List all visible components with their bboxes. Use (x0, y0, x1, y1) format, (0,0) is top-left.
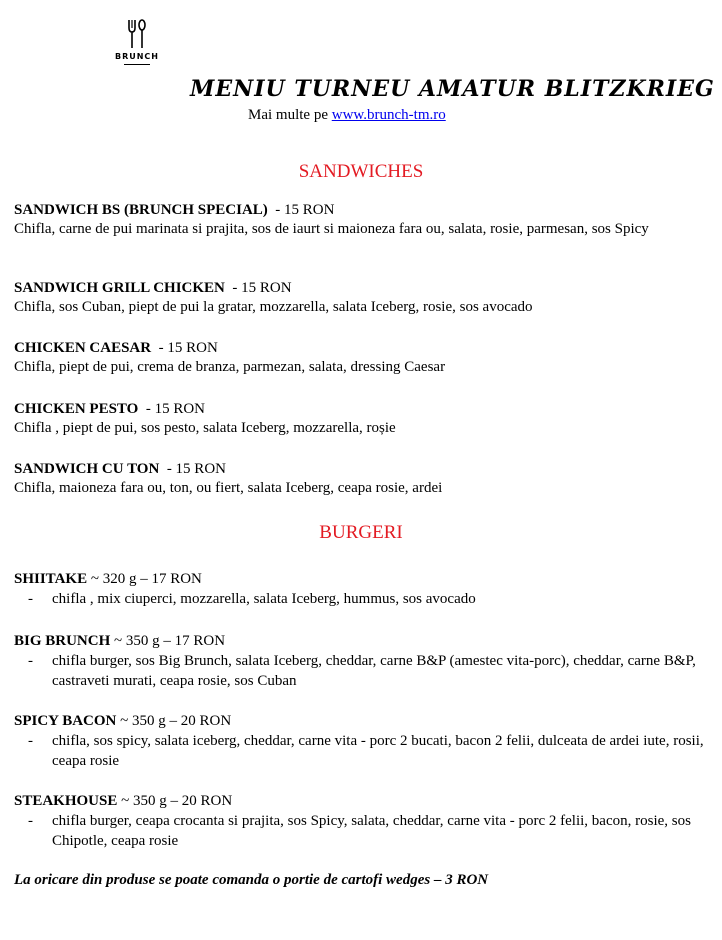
bullet-dash: - (28, 653, 33, 669)
item-description: Chifla, sos Cuban, piept de pui la gratar, mozzarella, salata Iceberg, rosie, sos avocado (14, 299, 533, 315)
website-line (248, 107, 446, 124)
menu-item (14, 460, 714, 498)
cutlery-icon (126, 18, 148, 50)
item-name: SHIITAKE (14, 571, 88, 587)
bullet-dash: - (28, 813, 33, 829)
item-description: chifla, sos spicy, salata iceberg, cheddar, carne vita - porc 2 bucati, bacon 2 felii, dulceata de ardei iute, rosii, ceapa rosie (52, 733, 704, 769)
item-name: SANDWICH GRILL CHICKEN (14, 280, 225, 296)
item-weight-price: ~ 320 g – 17 RON (90, 571, 202, 587)
item-name: SANDWICH BS (BRUNCH SPECIAL) (14, 202, 268, 218)
menu-title: MENIU TURNEU AMATUR BLITZKRIEG (190, 76, 715, 102)
item-name: CHICKEN CAESAR (14, 340, 152, 356)
item-description: chifla burger, ceapa crocanta si prajita, sos Spicy, salata, cheddar, carne vita - porc 2 felii, bacon, rosie, sos Chipotle, ceapa rosie (52, 813, 691, 849)
item-price: - 15 RON (275, 202, 335, 218)
burgers-heading: BURGERI (319, 522, 403, 543)
item-name: CHICKEN PESTO (14, 401, 139, 417)
item-description: chifla burger, sos Big Brunch, salata Iceberg, cheddar, carne B&P (amestec vita-porc), cheddar, carne B&P, castraveti murati, ceapa rosie, sos Cuban (52, 653, 696, 689)
logo-wordmark: BRUNCH (114, 52, 159, 61)
bullet-dash: - (28, 591, 33, 607)
wedges-note: La oricare din produse se poate comanda o portie de cartofi wedges – 3 RON (14, 872, 489, 888)
item-name: SPICY BACON (14, 713, 117, 729)
item-description: chifla , mix ciuperci, mozzarella, salata Iceberg, hummus, sos avocado (52, 591, 476, 607)
menu-item (14, 791, 714, 851)
menu-item (14, 339, 714, 377)
menu-item (14, 711, 714, 771)
item-description: Chifla, maioneza fara ou, ton, ou fiert, salata Iceberg, ceapa rosie, ardei (14, 480, 443, 496)
item-name: BIG BRUNCH (14, 633, 111, 649)
item-description: Chifla, piept de pui, crema de branza, parmezan, salata, dressing Caesar (14, 359, 446, 375)
item-name: SANDWICH CU TON (14, 461, 160, 477)
item-weight-price: ~ 350 g – 17 RON (114, 633, 226, 649)
menu-item (14, 631, 714, 691)
item-weight-price: ~ 350 g – 20 RON (120, 713, 232, 729)
menu-item (14, 569, 714, 609)
item-price: - 15 RON (158, 340, 218, 356)
bullet-dash: - (28, 733, 33, 749)
item-name: STEAKHOUSE (14, 793, 118, 809)
website-link[interactable]: www.brunch-tm.ro (331, 107, 446, 123)
item-weight-price: ~ 350 g – 20 RON (121, 793, 233, 809)
item-price: - 15 RON (145, 401, 206, 417)
brunch-logo (112, 18, 162, 65)
logo-underline (124, 64, 150, 65)
website-prefix: Mai multe pe (248, 107, 328, 123)
menu-item (14, 279, 714, 317)
sandwiches-heading: SANDWICHES (298, 161, 424, 182)
item-description: Chifla, carne de pui marinata si prajita, sos de iaurt si maioneza fara ou, salata, rosie, parmesan, sos Spicy (14, 221, 649, 237)
menu-item (14, 400, 714, 438)
item-price: - 15 RON (232, 280, 292, 296)
menu-item (14, 201, 714, 239)
item-description: Chifla , piept de pui, sos pesto, salata Iceberg, mozzarella, roșie (14, 420, 396, 436)
item-price: - 15 RON (166, 461, 226, 477)
